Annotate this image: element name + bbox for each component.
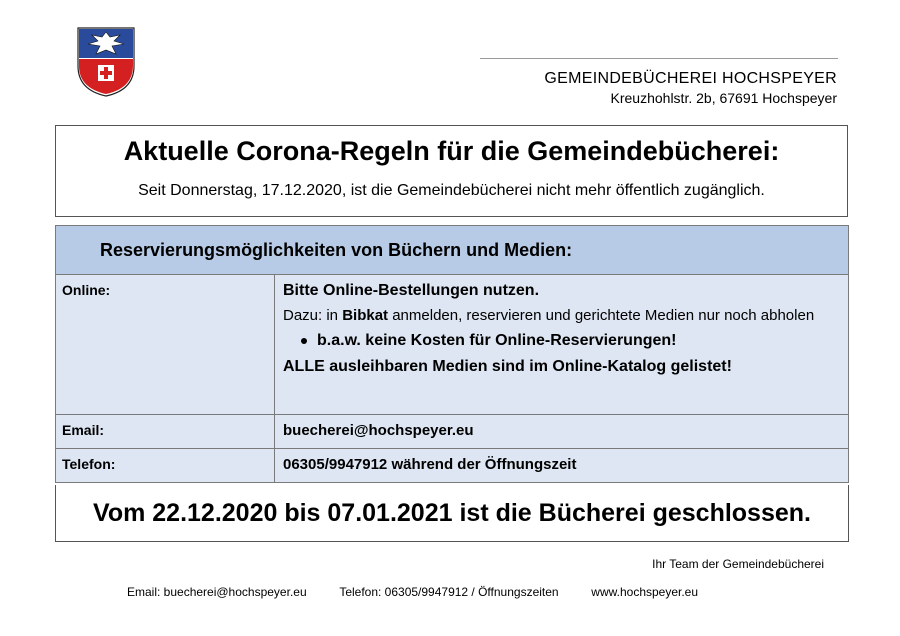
notice-box [55,125,848,217]
reservation-table [55,225,849,483]
email-label: Email: [56,415,275,449]
table-row [56,415,849,449]
table-row [56,449,849,483]
notice-title: Aktuelle Corona-Regeln für die Gemeindebücherei: [123,136,780,166]
online-bullet: b.a.w. keine Kosten für Online-Reservierungen! [301,332,840,350]
closed-notice: Vom 22.12.2020 bis 07.01.2021 ist die Bücherei geschlossen. [55,485,849,542]
online-line3: ALLE ausleihbaren Medien sind im Online-Katalog gelistet! [283,358,732,375]
coat-of-arms-logo [76,26,136,98]
bullet-icon [301,338,307,344]
org-address: Kreuzhohlstr. 2b, 67691 Hochspeyer [610,90,837,106]
footer-phone: Telefon: 06305/9947912 / Öffnungszeiten [339,585,559,599]
online-line1: Bitte Online-Bestellungen nutzen. [283,282,540,299]
email-value[interactable]: buecherei@hochspeyer.eu [275,415,849,449]
reservation-heading: Reservierungsmöglichkeiten von Büchern und Medien: [56,226,849,275]
signature: Ihr Team der Gemeindebücherei [652,557,824,571]
online-line2: Dazu: in Bibkat anmelden, reservieren und gerichtete Medien nur noch abholen [283,307,815,324]
bibkat-text: Bibkat [342,307,389,324]
table-row [56,275,849,415]
footer-web[interactable]: www.hochspeyer.eu [591,585,699,599]
phone-label: Telefon: [56,449,275,483]
footer-email[interactable]: Email: buecherei@hochspeyer.eu [127,585,307,599]
footer [127,585,698,599]
org-name: GEMEINDEBÜCHEREI HOCHSPEYER [544,70,837,87]
online-label: Online: [56,275,275,415]
online-value [275,275,849,415]
header-divider [480,58,838,59]
phone-value: 06305/9947912 während der Öffnungszeit [275,449,849,483]
notice-subtitle: Seit Donnerstag, 17.12.2020, ist die Gemeindebücherei nicht mehr öffentlich zugänglich. [138,182,765,199]
